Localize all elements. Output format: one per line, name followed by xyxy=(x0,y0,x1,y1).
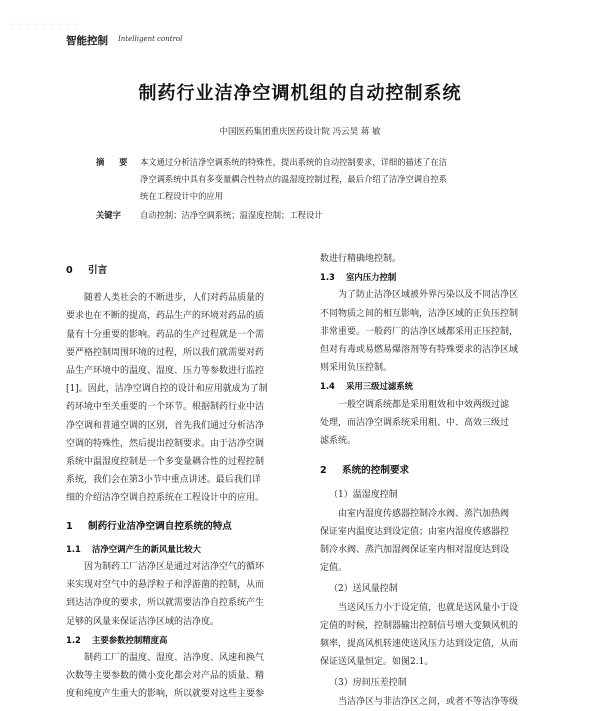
text-line: 非常重要。一般药厂的洁净区域都采用正压控制， xyxy=(320,326,519,337)
text-line: 制药工厂的温度、湿度、洁净度、风速和换气 xyxy=(84,653,265,664)
subsection-number: 1.4 xyxy=(320,381,335,392)
abstract-line: 统在工程设计中的应用 xyxy=(140,191,223,201)
item-1-paragraph xyxy=(320,505,550,578)
section-number: 1 xyxy=(66,520,73,532)
subsection-title: 室内压力控制 xyxy=(346,272,397,283)
subsection-title: 采用三级过滤系统 xyxy=(346,381,413,392)
text-line: 定值的时候，控制器输出控制信号增大变频风机的 xyxy=(320,620,519,631)
text-line: 定值。 xyxy=(320,563,348,574)
item-heading: （1）温湿度控制 xyxy=(329,490,398,501)
subsection-heading-1-3 xyxy=(320,268,550,286)
section-title: 系统的控制要求 xyxy=(342,465,410,477)
item-3-paragraph xyxy=(320,693,550,711)
paragraph-1-1 xyxy=(66,558,298,631)
corner-scan-mark: · · · · · · · · · xyxy=(10,22,79,28)
text-line: 要严格控制周围环境的过程，所以我们就需要对药 xyxy=(66,347,265,358)
text-line: 不同物质之间的相互影响，洁净区域的正负压控制 xyxy=(320,308,519,319)
text-line: 要求也在不断的提高，药品生产的环境对药品的质 xyxy=(66,311,265,322)
left-column xyxy=(66,262,298,704)
subsection-title: 主要参数控制精度高 xyxy=(92,634,168,645)
section-heading-1 xyxy=(66,518,298,536)
text-line: [1]。因此，洁净空调自控的设计和应用就成为了制 xyxy=(66,384,268,395)
paper-title: 制药行业洁净空调机组的自动控制系统 xyxy=(138,83,462,104)
text-line: 系统，我们会在第3小节中重点讲述。最后我们详 xyxy=(66,475,261,486)
subsection-number: 1.1 xyxy=(66,543,81,554)
paragraph-1-3 xyxy=(320,286,550,377)
text-line: 细的介绍洁净空调自控系统在工程设计中的应用。 xyxy=(66,493,265,504)
text-line: 由室内湿度传感器控制冷水阀、蒸汽加热阀 xyxy=(338,508,510,519)
item-heading: （3）房间压差控制 xyxy=(329,678,407,689)
text-line: 系统中温湿度控制是一个多变量耦合性的过程控制 xyxy=(66,457,265,468)
item-2-paragraph xyxy=(320,599,550,672)
paragraph-1-4 xyxy=(320,396,550,451)
text-line: 制冷水阀、蒸汽加湿阀保证室内相对湿度达到设 xyxy=(320,545,510,556)
text-line: 当送风压力小于设定值，也就是送风量小于设 xyxy=(338,602,519,613)
text-line: 当洁净区与非洁净区之间，或者不等洁净等级 xyxy=(338,696,519,707)
text-line: 来实现对空气中的悬浮粒子和浮游菌的控制，从而 xyxy=(66,580,265,591)
journal-section-label-en: Intelligent control xyxy=(118,35,183,43)
text-line: 保证送风量恒定。如图2.1。 xyxy=(320,657,434,668)
section-heading-2 xyxy=(320,462,550,480)
item-heading: （2）送风量控制 xyxy=(329,584,398,595)
intro-paragraph xyxy=(66,289,298,507)
section-heading-0 xyxy=(66,262,298,280)
abstract-line: 本文通过分析洁净空调系统的特殊性，提出系统的自动控制要求，详细的描述了在洁 xyxy=(140,157,447,167)
subsection-number: 1.3 xyxy=(320,272,335,283)
text-line: 次数等主要参数的微小变化都会对产品的质量、精 xyxy=(66,671,265,682)
text-line: 随着人类社会的不断进步，人们对药品质量的 xyxy=(84,293,265,304)
text-line: 则采用负压控制。 xyxy=(320,363,393,374)
text-line: 频率，提高风机转速使送风压力达到设定值，从而 xyxy=(320,639,519,650)
text-line: 量有十分重要的影响。药品的生产过程就是一个需 xyxy=(66,329,265,340)
text-line: 处理，而洁净空调系统采用粗、中、高效三级过 xyxy=(320,417,510,428)
section-number: 2 xyxy=(320,465,327,477)
subsection-heading-1-1 xyxy=(66,540,298,558)
text-line: 因为制药工厂洁净区是通过对洁净空气的循环 xyxy=(84,562,265,573)
journal-section-label: 智能控制 xyxy=(66,35,108,47)
subsection-number: 1.2 xyxy=(66,634,81,645)
text-line: 度和纯度产生重大的影响，所以就要对这些主要参 xyxy=(66,689,265,700)
text-line: 滤系统。 xyxy=(320,436,357,447)
keywords-label: 关键字 xyxy=(96,210,121,220)
text-line: 保证室内温度达到设定值；由室内湿度传感器控 xyxy=(320,526,510,537)
subsection-title: 洁净空调产生的新风量比较大 xyxy=(92,543,201,554)
text-line: 足够的风量来保证洁净区域的洁净度。 xyxy=(66,616,220,627)
text-line: 一般空调系统都是采用粗效和中效两级过滤 xyxy=(338,399,510,410)
abstract-line: 净空调系统中具有多变量耦合性特点的温湿度控制过程，最后介绍了洁净空调自控系 xyxy=(140,174,447,184)
text-line: 为了防止洁净区域被外界污染以及不同洁净区 xyxy=(338,290,519,301)
subsection-heading-1-4 xyxy=(320,377,550,395)
section-number: 0 xyxy=(66,265,73,276)
abstract-first-row xyxy=(96,154,447,171)
subsection-heading-1-2 xyxy=(66,631,298,649)
text-line: 药环境中至关重要的一个环节。根据制药行业中洁 xyxy=(66,402,265,413)
keywords-text: 自动控制；洁净空调系统；温湿度控制；工程设计 xyxy=(140,210,323,220)
paragraph-1-2 xyxy=(66,649,298,704)
section-title: 引言 xyxy=(88,265,108,276)
keywords-row xyxy=(96,207,323,224)
author-line: 中国医药集团重庆医药设计院 冯云昊 蒋 敏 xyxy=(219,127,381,137)
text-line: 数进行精确地控制。 xyxy=(320,254,402,264)
text-line: 但对有毒或易燃易爆溶剂等有特殊要求的洁净区域 xyxy=(320,345,519,356)
right-column xyxy=(320,250,550,711)
abstract-label: 摘 要 xyxy=(96,157,134,167)
text-line: 空调的特殊性，然后提出控制要求。由于洁净空调 xyxy=(66,438,265,449)
text-line: 到达洁净度的要求，所以就需要洁净自控系统产生 xyxy=(66,598,265,609)
section-title: 制药行业洁净空调自控系统的特点 xyxy=(88,520,232,532)
text-line: 净空调和普通空调的区别，首先我们通过分析洁净 xyxy=(66,420,265,431)
text-line: 品生产环境中的温度、湿度、压力等参数进行监控 xyxy=(66,366,265,377)
